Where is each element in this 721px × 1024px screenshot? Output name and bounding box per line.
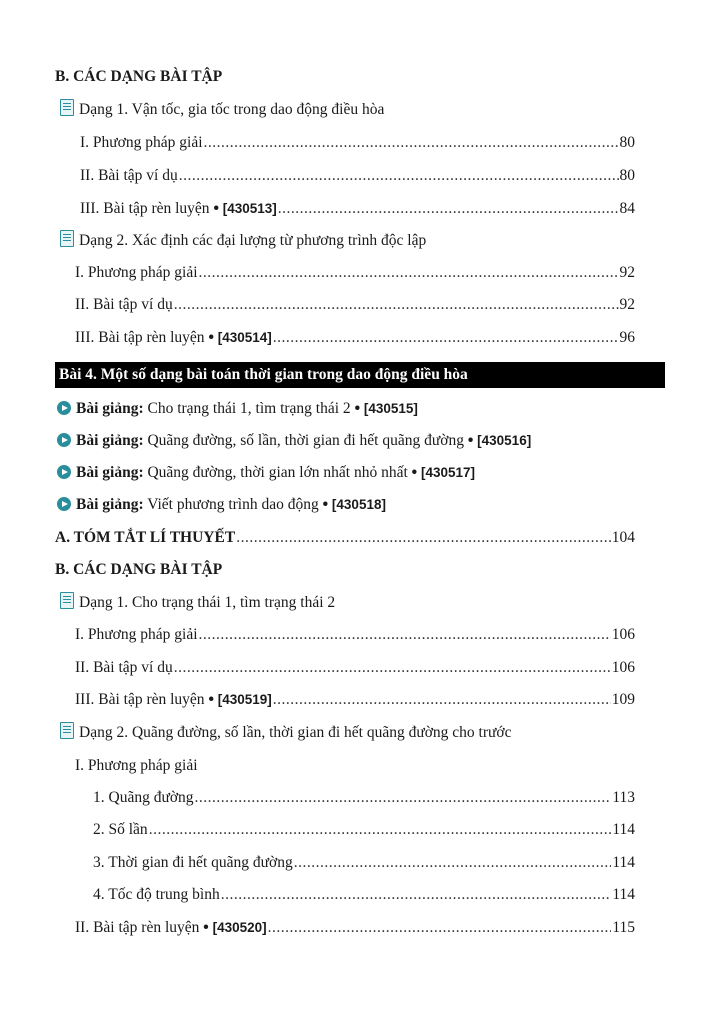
toc-page: 80 (619, 134, 635, 151)
dang-heading (60, 720, 512, 746)
dang-title: Dạng 2. Xác định các đại lượng từ phương trình độc lập (79, 232, 427, 249)
toc-leader (174, 292, 619, 318)
toc-entry[interactable] (93, 817, 635, 843)
toc-page: 104 (611, 529, 635, 546)
toc-leader (294, 850, 612, 876)
document-icon (60, 722, 74, 739)
toc-label: 3. Thời gian đi hết quãng đường (93, 854, 293, 871)
lecture-link[interactable]: Bài giảng: Quãng đường, thời gian lớn nhất nhỏ nhất • [430517] (57, 460, 475, 486)
lecture-link[interactable]: Bài giảng: Quãng đường, số lần, thời gian đi hết quãng đường • [430516] (57, 428, 531, 454)
toc-label: 4. Tốc độ trung bình (93, 886, 220, 903)
toc-label: I. Phương pháp giải (75, 264, 198, 281)
toc-page: 92 (619, 296, 635, 313)
toc-entry[interactable] (75, 687, 635, 713)
toc-page: 92 (619, 264, 635, 281)
toc-page: 114 (612, 821, 635, 838)
toc-page: 80 (619, 167, 635, 184)
subsection-heading: I. Phương pháp giải (75, 757, 198, 774)
lesson-code: [430516] (477, 433, 532, 448)
toc-page: 114 (612, 854, 635, 871)
toc-leader (174, 655, 611, 681)
toc-entry[interactable] (93, 882, 635, 908)
toc-entry[interactable] (75, 622, 635, 648)
document-icon (60, 99, 74, 116)
dang-heading (60, 97, 384, 123)
toc-leader (273, 325, 619, 351)
toc-entry[interactable] (93, 785, 635, 811)
section-heading: B. CÁC DẠNG BÀI TẬP (55, 561, 223, 578)
lesson-code: [430515] (363, 401, 418, 416)
lesson-code: [430518] (331, 497, 386, 512)
play-icon (57, 465, 71, 479)
toc-leader (273, 687, 611, 713)
lesson-code: [430519] (217, 692, 272, 707)
toc-label: II. Bài tập ví dụ (80, 167, 178, 184)
toc-leader (268, 915, 612, 941)
toc-entry[interactable] (93, 850, 635, 876)
toc-entry[interactable] (75, 325, 635, 351)
toc-label: II. Bài tập ví dụ (75, 296, 173, 313)
toc-page: 96 (619, 329, 635, 346)
lecture-link[interactable]: Bài giảng: Cho trạng thái 1, tìm trạng thái 2 • [430515] (57, 396, 418, 422)
toc-label: II. Bài tập ví dụ (75, 659, 173, 676)
toc-entry[interactable] (75, 655, 635, 681)
chapter-bar: Bài 4. Một số dạng bài toán thời gian trong dao động điều hòa (55, 362, 665, 388)
toc-entry[interactable] (55, 525, 635, 551)
toc-label: I. Phương pháp giải (75, 626, 198, 643)
toc-leader (199, 260, 619, 286)
toc-leader (221, 882, 612, 908)
lesson-code: [430517] (420, 465, 476, 480)
document-icon (60, 592, 74, 609)
lecture-link[interactable]: Bài giảng: Viết phương trình dao động • [430518] (57, 492, 386, 518)
lesson-code: [430513] (222, 201, 277, 216)
toc-page: 115 (612, 919, 635, 936)
toc-entry[interactable] (75, 292, 635, 318)
toc-leader (199, 622, 611, 648)
toc-label: A. TÓM TẮT LÍ THUYẾT (55, 529, 236, 546)
toc-leader (204, 130, 619, 156)
toc-page: 114 (612, 886, 635, 903)
toc-leader (195, 785, 612, 811)
dang-title: Dạng 2. Quãng đường, số lần, thời gian đi hết quãng đường cho trước (79, 724, 512, 741)
toc-entry[interactable] (75, 915, 635, 941)
document-icon (60, 230, 74, 247)
toc-label: III. Bài tập rèn luyện • [430513] (80, 200, 277, 217)
dang-title: Dạng 1. Cho trạng thái 1, tìm trạng thái 2 (79, 594, 336, 611)
toc-label: 1. Quãng đường (93, 789, 194, 806)
dang-heading (60, 228, 426, 254)
section-heading: B. CÁC DẠNG BÀI TẬP (55, 68, 223, 85)
toc-label: II. Bài tập rèn luyện • [430520] (75, 919, 267, 936)
toc-leader (149, 817, 612, 843)
play-icon (57, 433, 71, 447)
toc-label: 2. Số lần (93, 821, 148, 838)
toc-page: 84 (619, 200, 635, 217)
toc-leader (278, 196, 619, 222)
lesson-code: [430514] (217, 330, 272, 345)
toc-entry[interactable] (80, 130, 635, 156)
toc-page: 109 (611, 691, 635, 708)
dang-title: Dạng 1. Vận tốc, gia tốc trong dao động điều hòa (79, 101, 385, 118)
toc-page: 106 (611, 626, 635, 643)
toc-label: III. Bài tập rèn luyện • [430519] (75, 691, 272, 708)
toc-page: 113 (612, 789, 635, 806)
toc-leader (236, 525, 611, 551)
toc-page: 106 (611, 659, 635, 676)
play-icon (57, 401, 71, 415)
dang-heading (60, 590, 335, 616)
lesson-code: [430520] (212, 920, 267, 935)
play-icon (57, 497, 71, 511)
toc-entry[interactable] (80, 163, 635, 189)
toc-entry[interactable] (80, 196, 635, 222)
toc-entry[interactable] (75, 260, 635, 286)
toc-label: III. Bài tập rèn luyện • [430514] (75, 329, 272, 346)
toc-leader (179, 163, 619, 189)
toc-label: I. Phương pháp giải (80, 134, 203, 151)
